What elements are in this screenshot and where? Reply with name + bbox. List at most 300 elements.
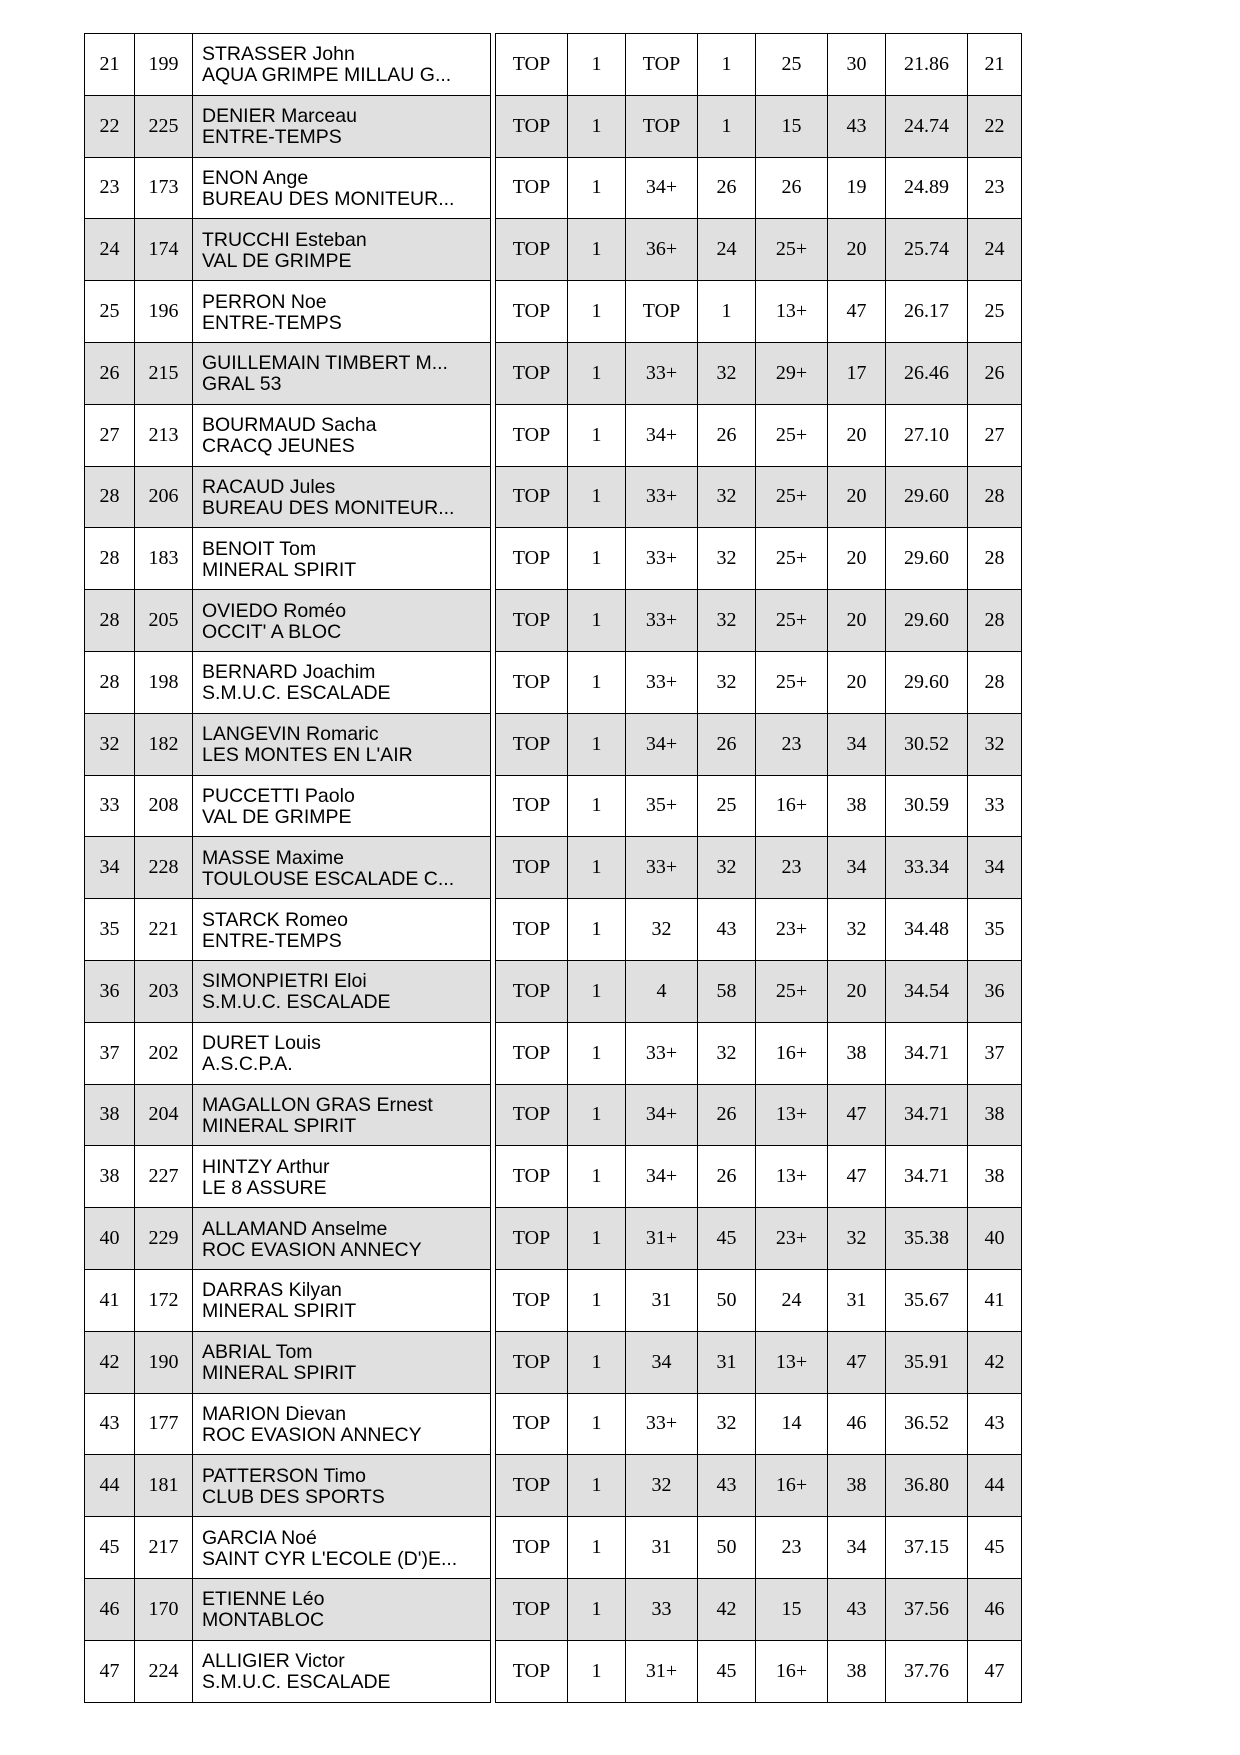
athlete-name: PATTERSON Timo [202, 1465, 366, 1487]
q3-rank-cell: 34 [828, 1517, 886, 1579]
q1-rank-cell: 1 [568, 404, 626, 466]
rank-cell: 34 [85, 837, 135, 899]
table-row [496, 1517, 1022, 1579]
final-rank-cell: 26 [968, 342, 1022, 404]
athlete-name: DARRAS Kilyan [202, 1280, 342, 1302]
q1-result-cell: TOP [496, 1517, 568, 1579]
q1-rank-cell: 1 [568, 281, 626, 343]
score-cell: 30.52 [886, 713, 968, 775]
table-row [496, 1208, 1022, 1270]
rank-cell: 47 [85, 1640, 135, 1702]
athlete-club: AQUA GRIMPE MILLAU G... [202, 65, 452, 87]
athlete-club: MINERAL SPIRIT [202, 1363, 357, 1385]
table-row [496, 1455, 1022, 1517]
rank-cell: 32 [85, 713, 135, 775]
q1-result-cell: TOP [496, 95, 568, 157]
bib-cell: 213 [135, 404, 193, 466]
athlete-cell [193, 651, 491, 713]
q2-result-cell: 31+ [626, 1640, 698, 1702]
rank-cell: 42 [85, 1331, 135, 1393]
score-cell: 35.38 [886, 1208, 968, 1270]
q3-result-cell: 13+ [756, 281, 828, 343]
q3-rank-cell: 46 [828, 1393, 886, 1455]
athlete-club: MONTABLOC [202, 1610, 325, 1632]
rank-cell: 44 [85, 1455, 135, 1517]
q2-result-cell: 34+ [626, 157, 698, 219]
q3-rank-cell: 20 [828, 960, 886, 1022]
athlete-cell [193, 95, 491, 157]
score-cell: 37.15 [886, 1517, 968, 1579]
athlete-club: S.M.U.C. ESCALADE [202, 992, 391, 1014]
athlete-name: GARCIA Noé [202, 1527, 317, 1549]
q1-result-cell: TOP [496, 1640, 568, 1702]
final-rank-cell: 41 [968, 1269, 1022, 1331]
score-cell: 34.48 [886, 899, 968, 961]
q1-result-cell: TOP [496, 1393, 568, 1455]
athlete-club: VAL DE GRIMPE [202, 806, 352, 828]
q2-result-cell: 34 [626, 1331, 698, 1393]
athlete-name: BERNARD Joachim [202, 662, 376, 684]
athlete-name: PUCCETTI Paolo [202, 785, 355, 807]
table-row [85, 404, 491, 466]
q3-result-cell: 24 [756, 1269, 828, 1331]
q2-result-cell: 32 [626, 1455, 698, 1517]
q1-result-cell: TOP [496, 837, 568, 899]
final-rank-cell: 40 [968, 1208, 1022, 1270]
q3-rank-cell: 43 [828, 1578, 886, 1640]
q2-rank-cell: 26 [698, 1084, 756, 1146]
q2-rank-cell: 32 [698, 466, 756, 528]
rank-cell: 33 [85, 775, 135, 837]
q1-rank-cell: 1 [568, 775, 626, 837]
q3-rank-cell: 32 [828, 899, 886, 961]
table-row [496, 899, 1022, 961]
table-row [496, 342, 1022, 404]
q3-result-cell: 25+ [756, 404, 828, 466]
athlete-cell [193, 34, 491, 96]
table-row [496, 590, 1022, 652]
q1-result-cell: TOP [496, 342, 568, 404]
athlete-cell [193, 590, 491, 652]
q3-result-cell: 16+ [756, 1022, 828, 1084]
final-rank-cell: 22 [968, 95, 1022, 157]
rank-cell: 25 [85, 281, 135, 343]
q3-result-cell: 29+ [756, 342, 828, 404]
athlete-club: TOULOUSE ESCALADE C... [202, 868, 455, 890]
q1-rank-cell: 1 [568, 1331, 626, 1393]
q2-rank-cell: 1 [698, 95, 756, 157]
q1-rank-cell: 1 [568, 837, 626, 899]
athlete-table [84, 33, 491, 1703]
q2-rank-cell: 50 [698, 1517, 756, 1579]
athlete-cell [193, 404, 491, 466]
athlete-club: ROC EVASION ANNECY [202, 1424, 422, 1446]
table-row [85, 1455, 491, 1517]
table-row [85, 1393, 491, 1455]
q3-rank-cell: 38 [828, 775, 886, 837]
q1-result-cell: TOP [496, 651, 568, 713]
table-row [85, 1146, 491, 1208]
q2-result-cell: TOP [626, 34, 698, 96]
table-row [85, 651, 491, 713]
athlete-name: ALLIGIER Victor [202, 1651, 345, 1673]
q3-result-cell: 23 [756, 837, 828, 899]
q2-result-cell: 33+ [626, 466, 698, 528]
table-row [496, 1022, 1022, 1084]
q2-rank-cell: 32 [698, 1022, 756, 1084]
q2-rank-cell: 32 [698, 651, 756, 713]
athlete-club: SAINT CYR L'ECOLE (D')E... [202, 1548, 458, 1570]
score-cell: 35.67 [886, 1269, 968, 1331]
q1-result-cell: TOP [496, 281, 568, 343]
athlete-cell [193, 837, 491, 899]
q1-result-cell: TOP [496, 960, 568, 1022]
q2-result-cell: TOP [626, 95, 698, 157]
final-rank-cell: 32 [968, 713, 1022, 775]
rank-cell: 40 [85, 1208, 135, 1270]
athlete-club: ENTRE-TEMPS [202, 312, 342, 334]
athlete-cell [193, 1578, 491, 1640]
athlete-club: ROC EVASION ANNECY [202, 1239, 422, 1261]
q3-result-cell: 13+ [756, 1146, 828, 1208]
rank-cell: 38 [85, 1084, 135, 1146]
q2-rank-cell: 25 [698, 775, 756, 837]
q2-result-cell: 33+ [626, 528, 698, 590]
athlete-cell [193, 466, 491, 528]
q3-result-cell: 25+ [756, 590, 828, 652]
q2-rank-cell: 1 [698, 281, 756, 343]
final-rank-cell: 28 [968, 466, 1022, 528]
score-cell: 37.76 [886, 1640, 968, 1702]
q3-result-cell: 23+ [756, 899, 828, 961]
athlete-club: MINERAL SPIRIT [202, 1301, 357, 1323]
score-cell: 26.46 [886, 342, 968, 404]
q2-rank-cell: 26 [698, 404, 756, 466]
score-cell: 36.80 [886, 1455, 968, 1517]
bib-cell: 224 [135, 1640, 193, 1702]
q1-result-cell: TOP [496, 713, 568, 775]
table-row [496, 960, 1022, 1022]
athlete-name: STRASSER John [202, 44, 355, 66]
final-rank-cell: 24 [968, 219, 1022, 281]
athlete-cell [193, 1393, 491, 1455]
final-rank-cell: 27 [968, 404, 1022, 466]
table-row [85, 466, 491, 528]
q2-result-cell: 32 [626, 899, 698, 961]
final-rank-cell: 44 [968, 1455, 1022, 1517]
athlete-club: MINERAL SPIRIT [202, 559, 357, 581]
final-rank-cell: 28 [968, 528, 1022, 590]
athlete-cell [193, 713, 491, 775]
score-cell: 34.71 [886, 1022, 968, 1084]
q1-result-cell: TOP [496, 34, 568, 96]
bib-cell: 170 [135, 1578, 193, 1640]
q3-rank-cell: 38 [828, 1022, 886, 1084]
rank-cell: 37 [85, 1022, 135, 1084]
rank-cell: 23 [85, 157, 135, 219]
bib-cell: 181 [135, 1455, 193, 1517]
q2-rank-cell: 32 [698, 590, 756, 652]
q3-rank-cell: 38 [828, 1640, 886, 1702]
athlete-cell [193, 899, 491, 961]
q1-result-cell: TOP [496, 775, 568, 837]
rank-cell: 28 [85, 651, 135, 713]
q1-rank-cell: 1 [568, 34, 626, 96]
q3-result-cell: 26 [756, 157, 828, 219]
q2-result-cell: 33+ [626, 590, 698, 652]
q1-result-cell: TOP [496, 1208, 568, 1270]
q1-result-cell: TOP [496, 404, 568, 466]
rank-cell: 22 [85, 95, 135, 157]
table-row [85, 775, 491, 837]
bib-cell: 206 [135, 466, 193, 528]
athlete-name: BENOIT Tom [202, 538, 317, 560]
q3-rank-cell: 34 [828, 837, 886, 899]
athlete-cell [193, 1269, 491, 1331]
q1-rank-cell: 1 [568, 1578, 626, 1640]
athlete-cell [193, 960, 491, 1022]
rank-cell: 38 [85, 1146, 135, 1208]
table-row [496, 775, 1022, 837]
rank-cell: 24 [85, 219, 135, 281]
table-row [85, 1208, 491, 1270]
table-row [85, 528, 491, 590]
rank-cell: 36 [85, 960, 135, 1022]
q3-rank-cell: 17 [828, 342, 886, 404]
athlete-club: LE 8 ASSURE [202, 1177, 327, 1199]
athlete-cell [193, 1640, 491, 1702]
q3-result-cell: 14 [756, 1393, 828, 1455]
athlete-club: ENTRE-TEMPS [202, 127, 342, 149]
q1-rank-cell: 1 [568, 219, 626, 281]
bib-cell: 199 [135, 34, 193, 96]
q2-rank-cell: 42 [698, 1578, 756, 1640]
q1-rank-cell: 1 [568, 1517, 626, 1579]
bib-cell: 203 [135, 960, 193, 1022]
q3-result-cell: 16+ [756, 775, 828, 837]
athlete-cell [193, 1517, 491, 1579]
bib-cell: 205 [135, 590, 193, 652]
athlete-name: TRUCCHI Esteban [202, 229, 367, 251]
athlete-cell [193, 157, 491, 219]
table-row [496, 1084, 1022, 1146]
athlete-name: ENON Ange [202, 167, 309, 189]
athlete-cell [193, 1455, 491, 1517]
rank-cell: 27 [85, 404, 135, 466]
q2-result-cell: 33+ [626, 651, 698, 713]
table-row [85, 1084, 491, 1146]
q3-result-cell: 23 [756, 1517, 828, 1579]
table-row [496, 219, 1022, 281]
athlete-cell [193, 1331, 491, 1393]
q1-result-cell: TOP [496, 1269, 568, 1331]
final-rank-cell: 47 [968, 1640, 1022, 1702]
q1-rank-cell: 1 [568, 899, 626, 961]
q3-rank-cell: 20 [828, 590, 886, 652]
final-rank-cell: 33 [968, 775, 1022, 837]
score-cell: 29.60 [886, 651, 968, 713]
q1-result-cell: TOP [496, 466, 568, 528]
bib-cell: 172 [135, 1269, 193, 1331]
athlete-name: HINTZY Arthur [202, 1156, 330, 1178]
final-rank-cell: 42 [968, 1331, 1022, 1393]
score-cell: 36.52 [886, 1393, 968, 1455]
q1-rank-cell: 1 [568, 528, 626, 590]
athlete-cell [193, 528, 491, 590]
bib-cell: 229 [135, 1208, 193, 1270]
rank-cell: 45 [85, 1517, 135, 1579]
q3-result-cell: 16+ [756, 1455, 828, 1517]
q2-rank-cell: 24 [698, 219, 756, 281]
final-rank-cell: 38 [968, 1084, 1022, 1146]
q3-result-cell: 23 [756, 713, 828, 775]
table-row [85, 95, 491, 157]
q3-result-cell: 25+ [756, 466, 828, 528]
q2-result-cell: 34+ [626, 1146, 698, 1208]
athlete-cell [193, 1208, 491, 1270]
q1-rank-cell: 1 [568, 466, 626, 528]
q1-result-cell: TOP [496, 1022, 568, 1084]
athlete-name: LANGEVIN Romaric [202, 724, 379, 746]
q3-result-cell: 15 [756, 95, 828, 157]
score-cell: 37.56 [886, 1578, 968, 1640]
athlete-name: GUILLEMAIN TIMBERT M... [202, 353, 448, 375]
q1-rank-cell: 1 [568, 95, 626, 157]
final-rank-cell: 23 [968, 157, 1022, 219]
q2-rank-cell: 26 [698, 157, 756, 219]
q2-rank-cell: 32 [698, 1393, 756, 1455]
final-rank-cell: 28 [968, 590, 1022, 652]
q2-rank-cell: 50 [698, 1269, 756, 1331]
q3-result-cell: 13+ [756, 1331, 828, 1393]
table-row [496, 1393, 1022, 1455]
q2-rank-cell: 32 [698, 837, 756, 899]
final-rank-cell: 35 [968, 899, 1022, 961]
final-rank-cell: 25 [968, 281, 1022, 343]
score-cell: 35.91 [886, 1331, 968, 1393]
q2-result-cell: 34+ [626, 713, 698, 775]
q1-rank-cell: 1 [568, 1022, 626, 1084]
table-row [496, 1640, 1022, 1702]
q2-result-cell: 31+ [626, 1208, 698, 1270]
q1-result-cell: TOP [496, 1084, 568, 1146]
q1-rank-cell: 1 [568, 713, 626, 775]
table-row [85, 1269, 491, 1331]
table-row [85, 590, 491, 652]
athlete-club: CLUB DES SPORTS [202, 1486, 385, 1508]
q3-rank-cell: 32 [828, 1208, 886, 1270]
q2-result-cell: 4 [626, 960, 698, 1022]
table-row [85, 342, 491, 404]
q3-result-cell: 25 [756, 34, 828, 96]
q3-result-cell: 13+ [756, 1084, 828, 1146]
q1-result-cell: TOP [496, 1455, 568, 1517]
results-table [495, 33, 1022, 1703]
q3-result-cell: 15 [756, 1578, 828, 1640]
bib-cell: 221 [135, 899, 193, 961]
athlete-name: PERRON Noe [202, 291, 327, 313]
bib-cell: 228 [135, 837, 193, 899]
table-row [85, 157, 491, 219]
athlete-name: ALLAMAND Anselme [202, 1218, 388, 1240]
score-cell: 27.10 [886, 404, 968, 466]
q2-rank-cell: 45 [698, 1208, 756, 1270]
q1-rank-cell: 1 [568, 1269, 626, 1331]
table-row [85, 1022, 491, 1084]
athlete-name: DENIER Marceau [202, 106, 357, 128]
table-row [496, 1146, 1022, 1208]
table-row [85, 960, 491, 1022]
q2-rank-cell: 58 [698, 960, 756, 1022]
table-row [496, 713, 1022, 775]
q1-rank-cell: 1 [568, 651, 626, 713]
athlete-name: RACAUD Jules [202, 476, 336, 498]
athlete-name: ETIENNE Léo [202, 1589, 325, 1611]
q1-rank-cell: 1 [568, 590, 626, 652]
athlete-cell [193, 1146, 491, 1208]
q3-rank-cell: 20 [828, 466, 886, 528]
q2-rank-cell: 26 [698, 713, 756, 775]
athlete-club: A.S.C.P.A. [202, 1054, 293, 1076]
athlete-name: MARION Dievan [202, 1403, 347, 1425]
table-row [496, 651, 1022, 713]
rank-cell: 26 [85, 342, 135, 404]
athlete-club: S.M.U.C. ESCALADE [202, 683, 391, 705]
q3-rank-cell: 34 [828, 713, 886, 775]
athlete-cell [193, 281, 491, 343]
q3-result-cell: 23+ [756, 1208, 828, 1270]
q3-rank-cell: 30 [828, 34, 886, 96]
q2-result-cell: TOP [626, 281, 698, 343]
score-cell: 24.74 [886, 95, 968, 157]
final-rank-cell: 21 [968, 34, 1022, 96]
athlete-name: STARCK Romeo [202, 909, 348, 931]
bib-cell: 215 [135, 342, 193, 404]
final-rank-cell: 34 [968, 837, 1022, 899]
q1-rank-cell: 1 [568, 1393, 626, 1455]
q2-result-cell: 35+ [626, 775, 698, 837]
score-cell: 25.74 [886, 219, 968, 281]
q2-result-cell: 33+ [626, 1022, 698, 1084]
table-row [496, 404, 1022, 466]
q1-result-cell: TOP [496, 899, 568, 961]
q3-rank-cell: 20 [828, 404, 886, 466]
q2-result-cell: 31 [626, 1269, 698, 1331]
q3-rank-cell: 47 [828, 281, 886, 343]
q2-result-cell: 33+ [626, 1393, 698, 1455]
q1-result-cell: TOP [496, 528, 568, 590]
q3-rank-cell: 38 [828, 1455, 886, 1517]
final-rank-cell: 46 [968, 1578, 1022, 1640]
q1-rank-cell: 1 [568, 1146, 626, 1208]
q2-result-cell: 33+ [626, 837, 698, 899]
q3-rank-cell: 31 [828, 1269, 886, 1331]
table-row [496, 157, 1022, 219]
q2-result-cell: 36+ [626, 219, 698, 281]
bib-cell: 204 [135, 1084, 193, 1146]
q1-rank-cell: 1 [568, 1455, 626, 1517]
q2-result-cell: 34+ [626, 404, 698, 466]
table-row [85, 219, 491, 281]
athlete-name: ABRIAL Tom [202, 1342, 313, 1364]
table-row [496, 1578, 1022, 1640]
final-rank-cell: 36 [968, 960, 1022, 1022]
q3-result-cell: 25+ [756, 960, 828, 1022]
bib-cell: 202 [135, 1022, 193, 1084]
athlete-cell [193, 1084, 491, 1146]
table-row [496, 1269, 1022, 1331]
q1-rank-cell: 1 [568, 1208, 626, 1270]
